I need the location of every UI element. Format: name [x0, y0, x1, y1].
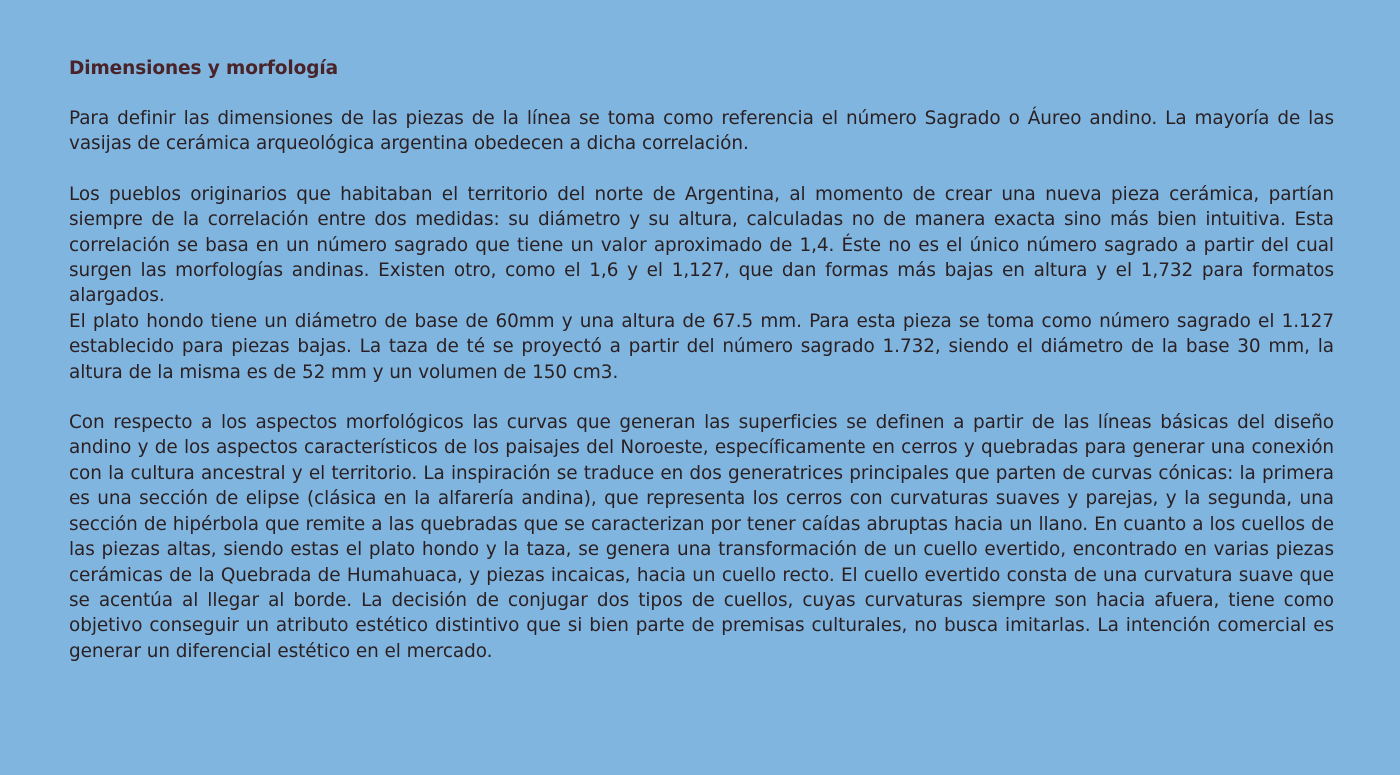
paragraph-morphology: Con respecto a los aspectos morfológicos las curvas que generan las superficies se definen a partir de las líneas básicas del diseño andino y de los aspectos característicos de los paisajes del Noroeste, específicamente en cerros y quebradas para generar una conexión con la cultura ancestral y el territorio. La inspiración se traduce en dos generatrices principales que parten de curvas cónicas: la primera es una sección de elipse (clásica en la alfarería andina), que representa los cerros con curvaturas suaves y parejas, y la segunda, una sección de hipérbola que remite a las quebradas que se caracterizan por tener caídas abruptas hacia un llano. En cuanto a los cuellos de las piezas altas, siendo estas el plato hondo y la taza, se genera una transformación de un cuello evertido, encontrado en varias piezas cerámicas de la Quebrada de Humahuaca, y piezas incaicas, hacia un cuello recto. El cuello evertido consta de una curvatura suave que se acentúa al llegar al borde. La decisión de conjugar dos tipos de cuellos, cuyas curvaturas siempre son hacia afuera, tiene como objetivo conseguir un atributo estético distintivo que si bien parte de premisas culturales, no busca imitarlas. La intención comercial es generar un diferencial estético en el mercado.	[69, 412, 1334, 662]
document-page	[69, 56, 1334, 664]
paragraph-piece-dimensions: El plato hondo tiene un diámetro de base de 60mm y una altura de 67.5 mm. Para esta pieza se toma como número sagrado el 1.127 establecido para piezas bajas. La taza de té se proyectó a partir del número sagrado 1.732, siendo el diámetro de la base 30 mm, la altura de la misma es de 52 mm y un volumen de 150 cm3.	[69, 310, 1334, 383]
paragraph-golden-number: Para definir las dimensiones de las piezas de la línea se toma como referencia el número Sagrado o Áureo andino. La mayoría de las vasijas de cerámica arqueológica argentina obedecen a dicha correlación.	[69, 108, 1334, 155]
paragraph-sacred-numbers: Los pueblos originarios que habitaban el territorio del norte de Argentina, al momento de crear una nueva pieza cerámica, partían siempre de la correlación entre dos medidas: su diámetro y su altura, calculadas no de manera exacta sino más bien intuitiva. Esta correlación se basa en un número sagrado que tiene un valor aproximado de 1,4. Éste no es el único número sagrado a partir del cual surgen las morfologías andinas. Existen otro, como el 1,6 y el 1,127, que dan formas más bajas en altura y el 1,732 para formatos alargados.	[69, 183, 1334, 307]
section-heading: Dimensiones y morfología	[69, 58, 339, 79]
